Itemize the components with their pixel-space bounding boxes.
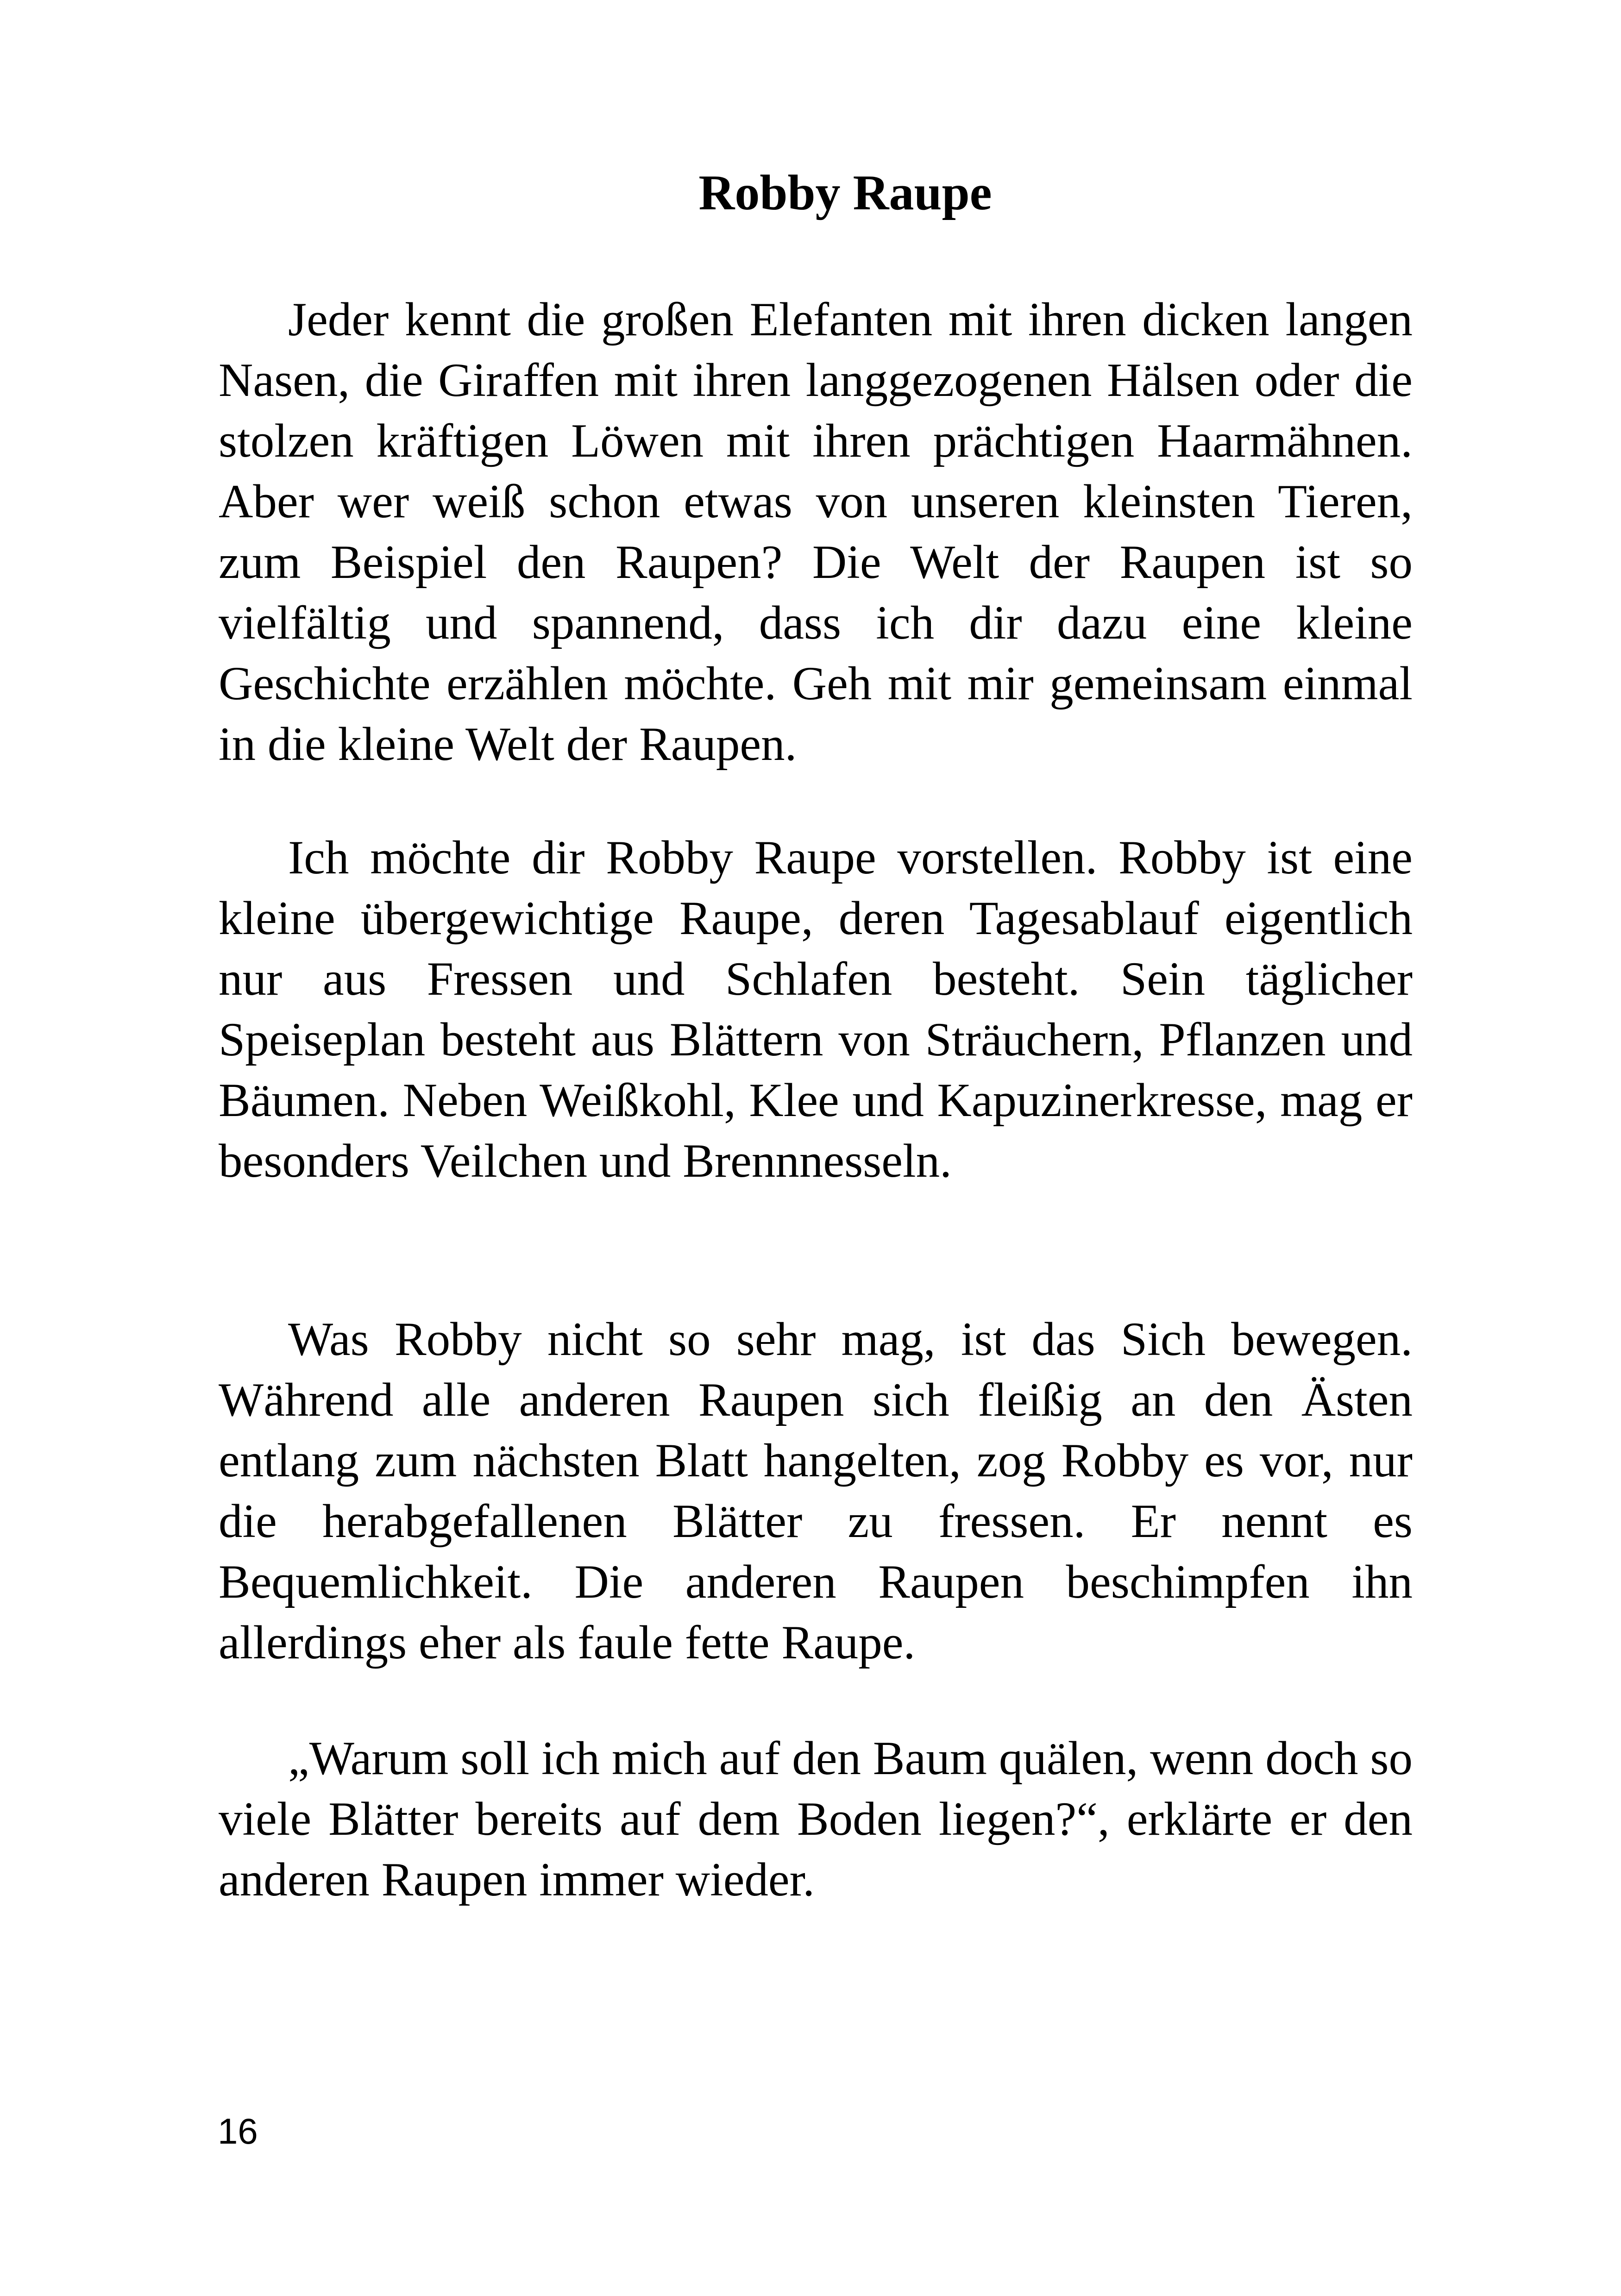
paragraph-4: „Warum soll ich mich auf den Baum quälen, wenn doch so viele Blätter bereits auf dem Boden liegen?“, erklärte er den anderen Raupen immer wieder.	[219, 1732, 1413, 1906]
paragraph-2: Ich möchte dir Robby Raupe vorstellen. Robby ist eine kleine übergewichtige Raupe, deren Tagesablauf eigentlich nur aus Fressen und Schlafen besteht. Sein täglicher Speiseplan besteht aus Blättern von Sträuchern, Pflanzen und Bäumen. Neben Weißkohl, Klee und Kapuzinerkresse, mag er besonders Veilchen und Brennnesseln.	[219, 831, 1413, 1187]
paragraph-1: Jeder kennt die großen Elefanten mit ihren dicken langen Nasen, die Giraffen mit ihren langgezogenen Hälsen oder die stolzen kräftigen Löwen mit ihren prächtigen Haarmähnen. Aber wer weiß schon etwas von unseren kleinsten Tieren, zum Beispiel den Raupen? Die Welt der Raupen ist so vielfältig und spannend, dass ich dir dazu eine kleine Geschichte erzählen möchte. Geh mit mir gemeinsam einmal in die kleine Welt der Raupen.	[219, 293, 1413, 771]
page-number: 16	[218, 2111, 258, 2152]
paragraph-3: Was Robby nicht so sehr mag, ist das Sich bewegen. Während alle anderen Raupen sich fleißig an den Ästen entlang zum nächsten Blatt hangelten, zog Robby es vor, nur die herabgefallenen Blätter zu fressen. Er nennt es Bequemlichkeit. Die anderen Raupen beschimpfen ihn allerdings eher als faule fette Raupe.	[219, 1313, 1413, 1669]
chapter-title: Robby Raupe	[698, 165, 992, 220]
